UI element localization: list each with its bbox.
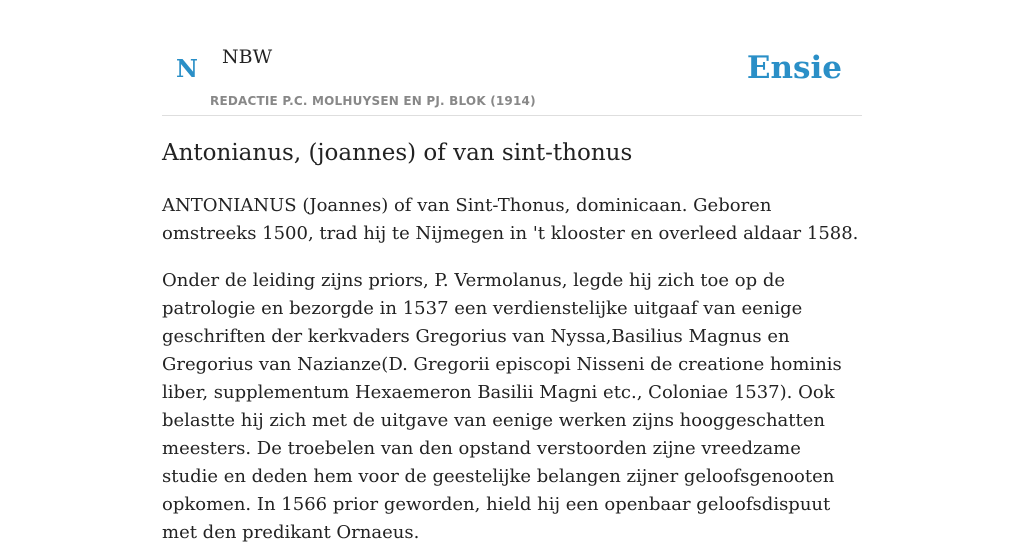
article-paragraph: ANTONIANUS (Joannes) of van Sint-Thonus, dominicaan. Geboren omstreeks 1500, trad hij te Nijmegen in 't klooster en overleed aldaar 1588. (162, 195, 859, 244)
source-abbreviation[interactable]: NBW (222, 46, 273, 68)
page-container (162, 0, 862, 543)
source-logo[interactable]: N (176, 54, 198, 83)
brand-logo[interactable]: Ensie (746, 50, 842, 86)
source-editors: REDACTIE P.C. MOLHUYSEN EN PJ. BLOK (1914) (210, 94, 536, 108)
article-title: Antonianus, (joannes) of van sint-thonus (162, 140, 633, 166)
article-paragraph: Onder de leiding zijns priors, P. Vermolanus, legde hij zich toe op de patrologie en bezorgde in 1537 een verdienstelijke uitgaaf van eenige geschriften der kerkvaders Gregorius van Nyssa,Basilius Magnus en Gregorius van Nazianze(D. Gregorii episcopi Nisseni de creatione hominis liber, supplementum Hexaemeron Basilii Magni etc., Coloniae 1537). Ook belastte hij zich met de uitgave van eenige werken zijns hooggeschatten meesters. De troebelen van den opstand verstoorden zijne vreedzame studie en deden hem voor de geestelijke belangen zijner geloofsgenooten opkomen. In 1566 prior geworden, hield hij een openbaar geloofsdispuut met den predikant Ornaeus. (162, 270, 842, 543)
page-header (162, 0, 862, 116)
